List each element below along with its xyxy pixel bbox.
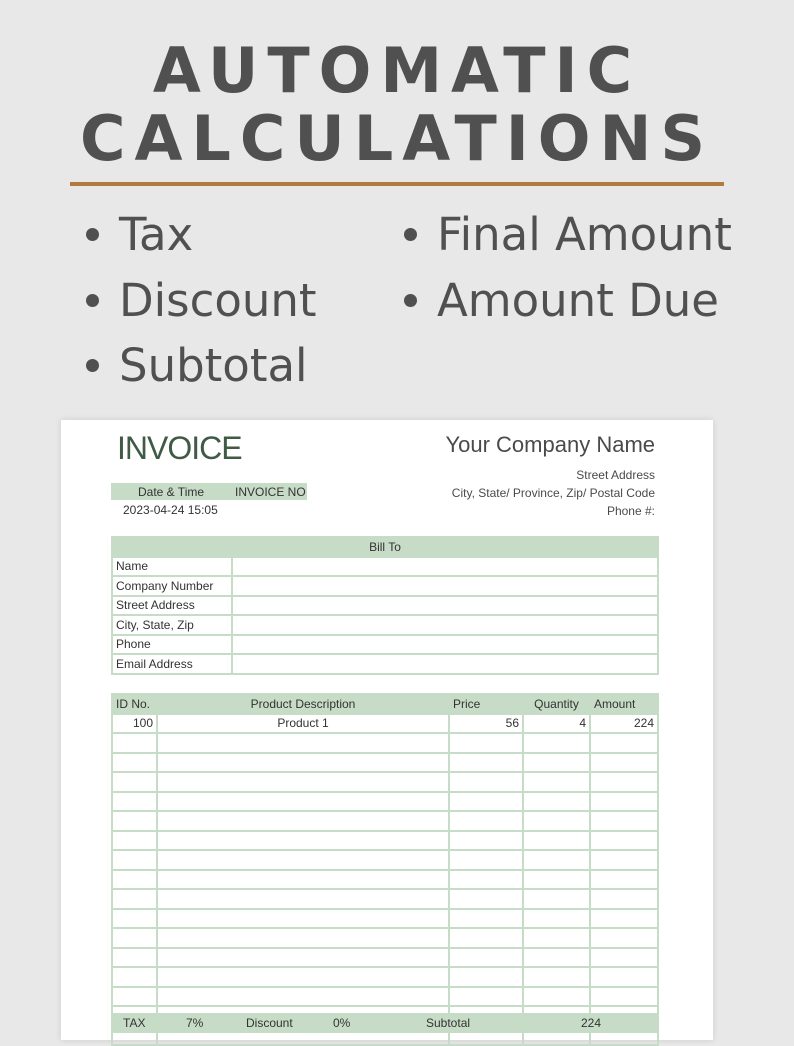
table-row-empty <box>112 811 658 831</box>
table-row-empty <box>112 948 658 968</box>
empty-cell[interactable] <box>590 889 658 909</box>
col-header-description: Product Description <box>157 694 449 714</box>
empty-cell[interactable] <box>112 831 157 851</box>
bill-to-value-cell[interactable] <box>232 635 658 655</box>
empty-cell[interactable] <box>112 948 157 968</box>
bill-to-row <box>112 576 658 596</box>
empty-cell[interactable] <box>449 811 523 831</box>
table-row-empty <box>112 792 658 812</box>
empty-cell[interactable] <box>590 831 658 851</box>
empty-cell[interactable] <box>449 870 523 890</box>
bill-to-label: Company Number <box>112 576 232 596</box>
empty-cell[interactable] <box>449 792 523 812</box>
empty-cell[interactable] <box>112 792 157 812</box>
tax-label: TAX <box>123 1016 146 1030</box>
table-row-empty <box>112 850 658 870</box>
col-header-id: ID No. <box>112 694 157 714</box>
empty-cell[interactable] <box>523 948 590 968</box>
empty-cell[interactable] <box>449 772 523 792</box>
empty-cell[interactable] <box>112 772 157 792</box>
empty-cell[interactable] <box>157 753 449 773</box>
cell-id[interactable]: 100 <box>112 714 157 734</box>
empty-cell[interactable] <box>112 850 157 870</box>
tax-value: 7% <box>186 1016 204 1030</box>
empty-cell[interactable] <box>157 792 449 812</box>
table-row <box>112 714 658 734</box>
table-row-empty <box>112 733 658 753</box>
feature-item-tax: Tax <box>86 212 193 257</box>
empty-cell[interactable] <box>523 850 590 870</box>
empty-cell[interactable] <box>523 811 590 831</box>
empty-cell[interactable] <box>157 772 449 792</box>
line-items-table <box>111 693 659 1046</box>
feature-item-amount-due: Amount Due <box>404 278 719 323</box>
empty-cell[interactable] <box>590 948 658 968</box>
bill-to-row <box>112 557 658 577</box>
table-row-empty <box>112 870 658 890</box>
table-row-empty <box>112 987 658 1007</box>
empty-cell[interactable] <box>590 870 658 890</box>
empty-cell[interactable] <box>112 967 157 987</box>
empty-cell[interactable] <box>590 733 658 753</box>
empty-cell[interactable] <box>590 811 658 831</box>
table-row-empty <box>112 753 658 773</box>
empty-cell[interactable] <box>112 928 157 948</box>
empty-cell[interactable] <box>590 792 658 812</box>
empty-cell[interactable] <box>449 967 523 987</box>
empty-cell[interactable] <box>523 967 590 987</box>
empty-cell[interactable] <box>112 870 157 890</box>
bill-to-label: Phone <box>112 635 232 655</box>
table-row-empty <box>112 889 658 909</box>
table-row-empty <box>112 909 658 929</box>
discount-value: 0% <box>333 1016 351 1030</box>
headline-line-1: AUTOMATIC <box>152 34 642 107</box>
empty-cell[interactable] <box>523 889 590 909</box>
bill-to-label: Street Address <box>112 596 232 616</box>
invoice-no-label: INVOICE NO <box>235 485 306 499</box>
cell-description[interactable]: Product 1 <box>157 714 449 734</box>
empty-cell[interactable] <box>449 909 523 929</box>
bill-to-value-cell[interactable] <box>232 576 658 596</box>
invoice-title: INVOICE <box>117 430 242 466</box>
table-row-empty <box>112 831 658 851</box>
empty-cell[interactable] <box>157 811 449 831</box>
invoice-sheet <box>61 420 713 1040</box>
bill-to-row <box>112 635 658 655</box>
subtotal-label: Subtotal <box>426 1016 471 1030</box>
empty-cell[interactable] <box>157 850 449 870</box>
col-header-amount: Amount <box>590 694 658 714</box>
discount-label: Discount <box>246 1016 293 1030</box>
empty-cell[interactable] <box>523 792 590 812</box>
empty-cell[interactable] <box>523 909 590 929</box>
empty-cell[interactable] <box>590 967 658 987</box>
empty-cell[interactable] <box>449 987 523 1007</box>
totals-footer <box>111 1013 659 1033</box>
empty-cell[interactable] <box>157 987 449 1007</box>
empty-cell[interactable] <box>449 948 523 968</box>
headline-line-2: CALCULATIONS <box>79 102 715 175</box>
empty-cell[interactable] <box>449 889 523 909</box>
col-header-quantity: Quantity <box>523 694 590 714</box>
bill-to-row <box>112 596 658 616</box>
empty-cell[interactable] <box>523 831 590 851</box>
empty-cell[interactable] <box>523 772 590 792</box>
empty-cell[interactable] <box>523 928 590 948</box>
empty-cell[interactable] <box>157 733 449 753</box>
date-label: Date & Time <box>138 485 205 499</box>
empty-cell[interactable] <box>112 753 157 773</box>
col-header-price: Price <box>449 694 523 714</box>
street-address: Street Address <box>576 468 655 482</box>
bullet-dot-icon <box>86 228 99 241</box>
bill-to-label: Name <box>112 557 232 577</box>
invoice-meta-header <box>111 483 307 500</box>
empty-cell[interactable] <box>112 889 157 909</box>
empty-cell[interactable] <box>449 928 523 948</box>
cell-price[interactable]: 56 <box>449 714 523 734</box>
bill-to-row <box>112 615 658 635</box>
table-row-empty <box>112 967 658 987</box>
empty-cell[interactable] <box>590 753 658 773</box>
empty-cell[interactable] <box>157 870 449 890</box>
empty-cell[interactable] <box>157 967 449 987</box>
city-line: City, State/ Province, Zip/ Postal Code <box>451 486 655 500</box>
empty-cell[interactable] <box>157 928 449 948</box>
empty-cell[interactable] <box>449 733 523 753</box>
bill-to-table <box>111 536 659 675</box>
bill-to-value-cell[interactable] <box>232 596 658 616</box>
empty-cell[interactable] <box>157 889 449 909</box>
empty-cell[interactable] <box>449 850 523 870</box>
empty-cell[interactable] <box>590 850 658 870</box>
empty-cell[interactable] <box>523 733 590 753</box>
cell-quantity[interactable]: 4 <box>523 714 590 734</box>
bill-to-heading: Bill To <box>112 537 658 557</box>
empty-cell[interactable] <box>112 909 157 929</box>
date-value: 2023-04-24 15:05 <box>123 503 218 517</box>
bill-to-value-cell[interactable] <box>232 615 658 635</box>
bullet-dot-icon <box>404 294 417 307</box>
empty-cell[interactable] <box>523 753 590 773</box>
empty-cell[interactable] <box>112 811 157 831</box>
empty-cell[interactable] <box>523 870 590 890</box>
table-row-empty <box>112 772 658 792</box>
divider-rule <box>70 182 724 186</box>
bill-to-value-cell[interactable] <box>232 654 658 674</box>
feature-item-discount: Discount <box>86 278 317 323</box>
empty-cell[interactable] <box>590 987 658 1007</box>
bill-to-label: City, State, Zip <box>112 615 232 635</box>
bullet-dot-icon <box>404 228 417 241</box>
bill-to-label: Email Address <box>112 654 232 674</box>
subtotal-value: 224 <box>581 1016 602 1030</box>
empty-cell[interactable] <box>590 909 658 929</box>
empty-cell[interactable] <box>157 831 449 851</box>
empty-cell[interactable] <box>112 987 157 1007</box>
bill-to-row <box>112 654 658 674</box>
cell-amount[interactable]: 224 <box>590 714 658 734</box>
bill-to-value-cell[interactable] <box>232 557 658 577</box>
empty-cell[interactable] <box>449 753 523 773</box>
company-name: Your Company Name <box>445 432 655 457</box>
table-row-empty <box>112 928 658 948</box>
empty-cell[interactable] <box>590 772 658 792</box>
phone-line: Phone #: <box>606 504 655 518</box>
empty-cell[interactable] <box>449 831 523 851</box>
empty-cell[interactable] <box>157 909 449 929</box>
feature-item-final-amount: Final Amount <box>404 212 732 257</box>
bullet-dot-icon <box>86 359 99 372</box>
empty-cell[interactable] <box>112 733 157 753</box>
empty-cell[interactable] <box>157 948 449 968</box>
empty-cell[interactable] <box>523 987 590 1007</box>
empty-cell[interactable] <box>590 928 658 948</box>
feature-item-subtotal: Subtotal <box>86 343 308 388</box>
bullet-dot-icon <box>86 294 99 307</box>
